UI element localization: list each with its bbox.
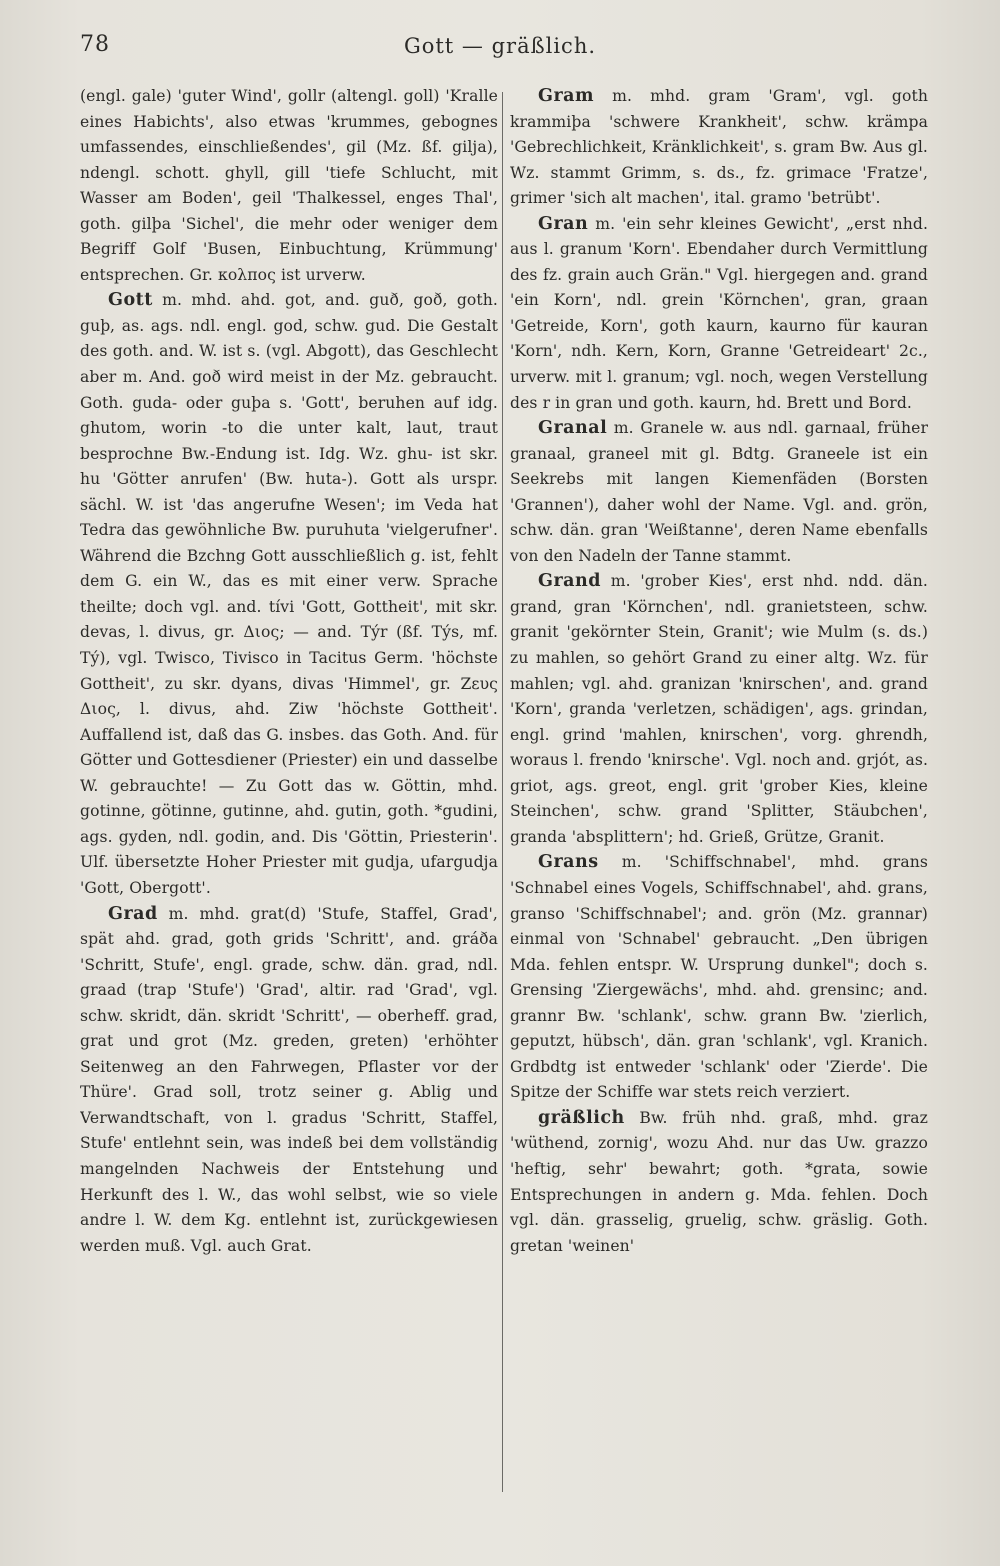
entry-headword: Gott	[108, 290, 153, 311]
entry-headword: Gram	[538, 86, 595, 106]
entry-body: m. 'Schiffschnabel', mhd. grans 'Schnabel eines Vogels, Schiffschnabel', ahd. grans, granso 'Schiffschnabel'; and. grön (Mz. grannar) einmal von 'Schnabel' gebraucht. „Den übrigen Mda. fehlen entspr. W. Ursprung dunkel"; doch s. Grensing 'Ziergewächs', mhd. ahd. grensinc; and. grannr Bw. 'schlank', schw. grann Bw. 'zierlich, geputzt, hübsch', dän. gran 'schlank', vgl. Kranich. Grdbdtg ist entweder 'schlank' oder 'Zierde'. Die Spitze der Schiffe war stets reich verziert.	[510, 853, 928, 1102]
running-title: Gott — gräßlich.	[403, 34, 597, 58]
entry-grans	[510, 850, 928, 1105]
entry-gott	[80, 288, 498, 901]
entry-headword: Grand	[538, 571, 601, 592]
entry-headword: gräßlich	[538, 1107, 625, 1128]
entry-body: m. Granele w. aus ndl. garnaal, früher granaal, graneel mit gl. Bdtg. Graneele ist ein Seekrebs mit langen Kiemenfäden (Borsten 'Grannen'), daher wohl der Name. Vgl. and. grön, schw. dän. gran 'Weißtanne', deren Name ebenfalls von den Nadeln der Tanne stammt.	[510, 419, 928, 565]
entry-headword: Gran	[538, 213, 589, 234]
entry-grand	[510, 569, 928, 850]
column-divider	[502, 92, 503, 1492]
entry-gram	[510, 84, 928, 212]
entry-body: m. 'grober Kies', erst nhd. ndd. dän. grand, gran 'Körnchen', ndl. granietsteen, schw. granit 'gekörnter Stein, Granit'; wie Mulm (s. ds.) zu mahlen, so gehört Grand zu einer altg. Wz. für mahlen; vgl. ahd. granizan 'knirschen', and. grand 'Korn', granda 'verletzen, schädigen', ags. grindan, engl. grind 'mahlen, knirschen', vorg. ghrendh, woraus l. frendo 'knirsche'. Vgl. noch and. grjót, as. griot, ags. greot, engl. grit 'grober Kies, kleine Steinchen', schw. grand 'Splitter, Stäubchen', granda 'absplittern'; hd. Grieß, Grütze, Granit.	[510, 572, 928, 846]
entry-body: m. 'ein sehr kleines Gewicht', „erst nhd. aus l. granum 'Korn'. Ebendaher durch Vermittlung des fz. grain auch Grän." Vgl. hiergegen and. grand 'ein Korn', ndl. grein 'Körnchen', gran, graan 'Getreide, Korn', goth kaurn, kaurno für kauran 'Korn', ndh. Kern, Korn, Granne 'Getreideart' 2c., urverw. mit l. granum; vgl. noch, wegen Verstellung des r in gran und goth. kaurn, hd. Brett und Bord.	[510, 214, 928, 412]
entry-body: m. mhd. grat(d) 'Stufe, Staffel, Grad', spät ahd. grad, goth grids 'Schritt', and. gráða 'Schritt, Stufe', engl. grade, schw. dän. grad, ndl. graad (trap 'Stufe') 'Grad', altir. rad 'Grad', vgl. schw. skridt, dän. skridt 'Schritt', — oberheff. grad, grat und grot (Mz. greden, greten) 'erhöhter Seitenweg an den Fahrwegen, Pflaster vor der Thüre'. Grad soll, trotz seiner g. Ablig und Verwandtschaft, von l. gradus 'Schritt, Staffel, Stufe' entlehnt sein, was indeß bei dem vollständig mangelnden Nachweis der Entstehung und Herkunft des l. W., das wohl selbst, wie so viele andre l. W. dem Kg. entlehnt ist, zurückgewiesen werden muß. Vgl. auch Grat.	[80, 904, 498, 1255]
entry-body: Bw. früh nhd. graß, mhd. graz 'wüthend, zornig', wozu Ahd. nur das Uw. grazzo 'heftig, sehr' bewahrt; goth. *grata, sowie Entsprechungen in andern g. Mda. fehlen. Doch vgl. dän. grasselig, gruelig, schw. gräslig. Goth. gretan 'weinen'	[510, 1108, 928, 1255]
entry-body: m. mhd. ahd. got, and. guð, goð, goth. guþ, as. ags. ndl. engl. god, schw. gud. Die Gestalt des goth. and. W. ist s. (vgl. Abgott), das Geschlecht aber m. And. goð wird meist in der Mz. gebraucht. Goth. guda- oder guþa s. 'Gott', beruhen auf idg. ghutom, worin -to die unter kalt, laut, traut besprochne Bw.-Endung ist. Idg. Wz. ghu- ist skr. hu 'Götter anrufen' (Bw. huta-). Gott als urspr. sächl. W. ist 'das angerufne Wesen'; im Veda hat Tedra das gewöhnliche Bw. puruhuta 'vielgerufner'. Während die Bzchng Gott ausschließlich g. ist, fehlt dem G. ein W., das es mit einer verw. Sprache theilte; doch vgl. and. tívi 'Gott, Gottheit', mit skr. devas, l. divus, gr. Διος; — and. Týr (ßf. Týs, mf. Tý), vgl. Twisco, Tivisco in Tacitus Germ. 'höchste Gottheit', zu skr. dyans, divas 'Himmel', gr. Ζευς Διος, l. divus, ahd. Ziw 'höchste Gottheit'. Auffallend ist, daß das G. insbes. das Goth. And. für Götter und Gottesdiener (Priester) ein und dasselbe W. gebrauchte! — Zu Gott das w. Göttin, mhd. gotinne, götinne, gutinne, ahd. gutin, goth. *gudini, ags. gyden, ndl. godin, and. Dis 'Göttin, Priesterin'. Ulf. übersetzte Hoher Priester mit gudja, ufargudja 'Gott, Obergott'.	[80, 291, 498, 897]
entry-graesslich	[510, 1106, 928, 1259]
entry-grad	[80, 902, 498, 1260]
entry-gran	[510, 212, 928, 416]
entry-headword: Grans	[538, 852, 599, 873]
entry-body: (engl. gale) 'guter Wind', gollr (altengl. goll) 'Kralle eines Habichts', also etwas 'krummes, gebognes umfassendes, einschließendes', gil (Mz. ßf. gilja), ndengl. schott. ghyll, gill 'tiefe Schlucht, mit Wasser am Boden', geil 'Thalkessel, enges Thal', goth. gilþa 'Sichel', die mehr oder weniger dem Begriff Golf 'Busen, Einbuchtung, Krümmung' entsprechen. Gr. κολπος ist urverw.	[80, 87, 498, 284]
right-column	[510, 84, 928, 1494]
entry-headword: Grad	[108, 903, 158, 924]
left-column	[80, 84, 498, 1484]
entry-body: m. mhd. gram 'Gram', vgl. goth krammiþa 'schwere Krankheit', schw. krämpa 'Gebrechlichkeit, Kränklichkeit', s. gram Bw. Aus gl. Wz. stammt Grimm, s. ds., fz. grimace 'Fratze', grimer 'sich alt machen', ital. gramo 'betrübt'.	[510, 87, 928, 208]
entry-granal	[510, 416, 928, 569]
entry-headword: Granal	[538, 418, 608, 439]
page-number: 78	[80, 32, 110, 57]
entry-continuation	[80, 84, 498, 288]
